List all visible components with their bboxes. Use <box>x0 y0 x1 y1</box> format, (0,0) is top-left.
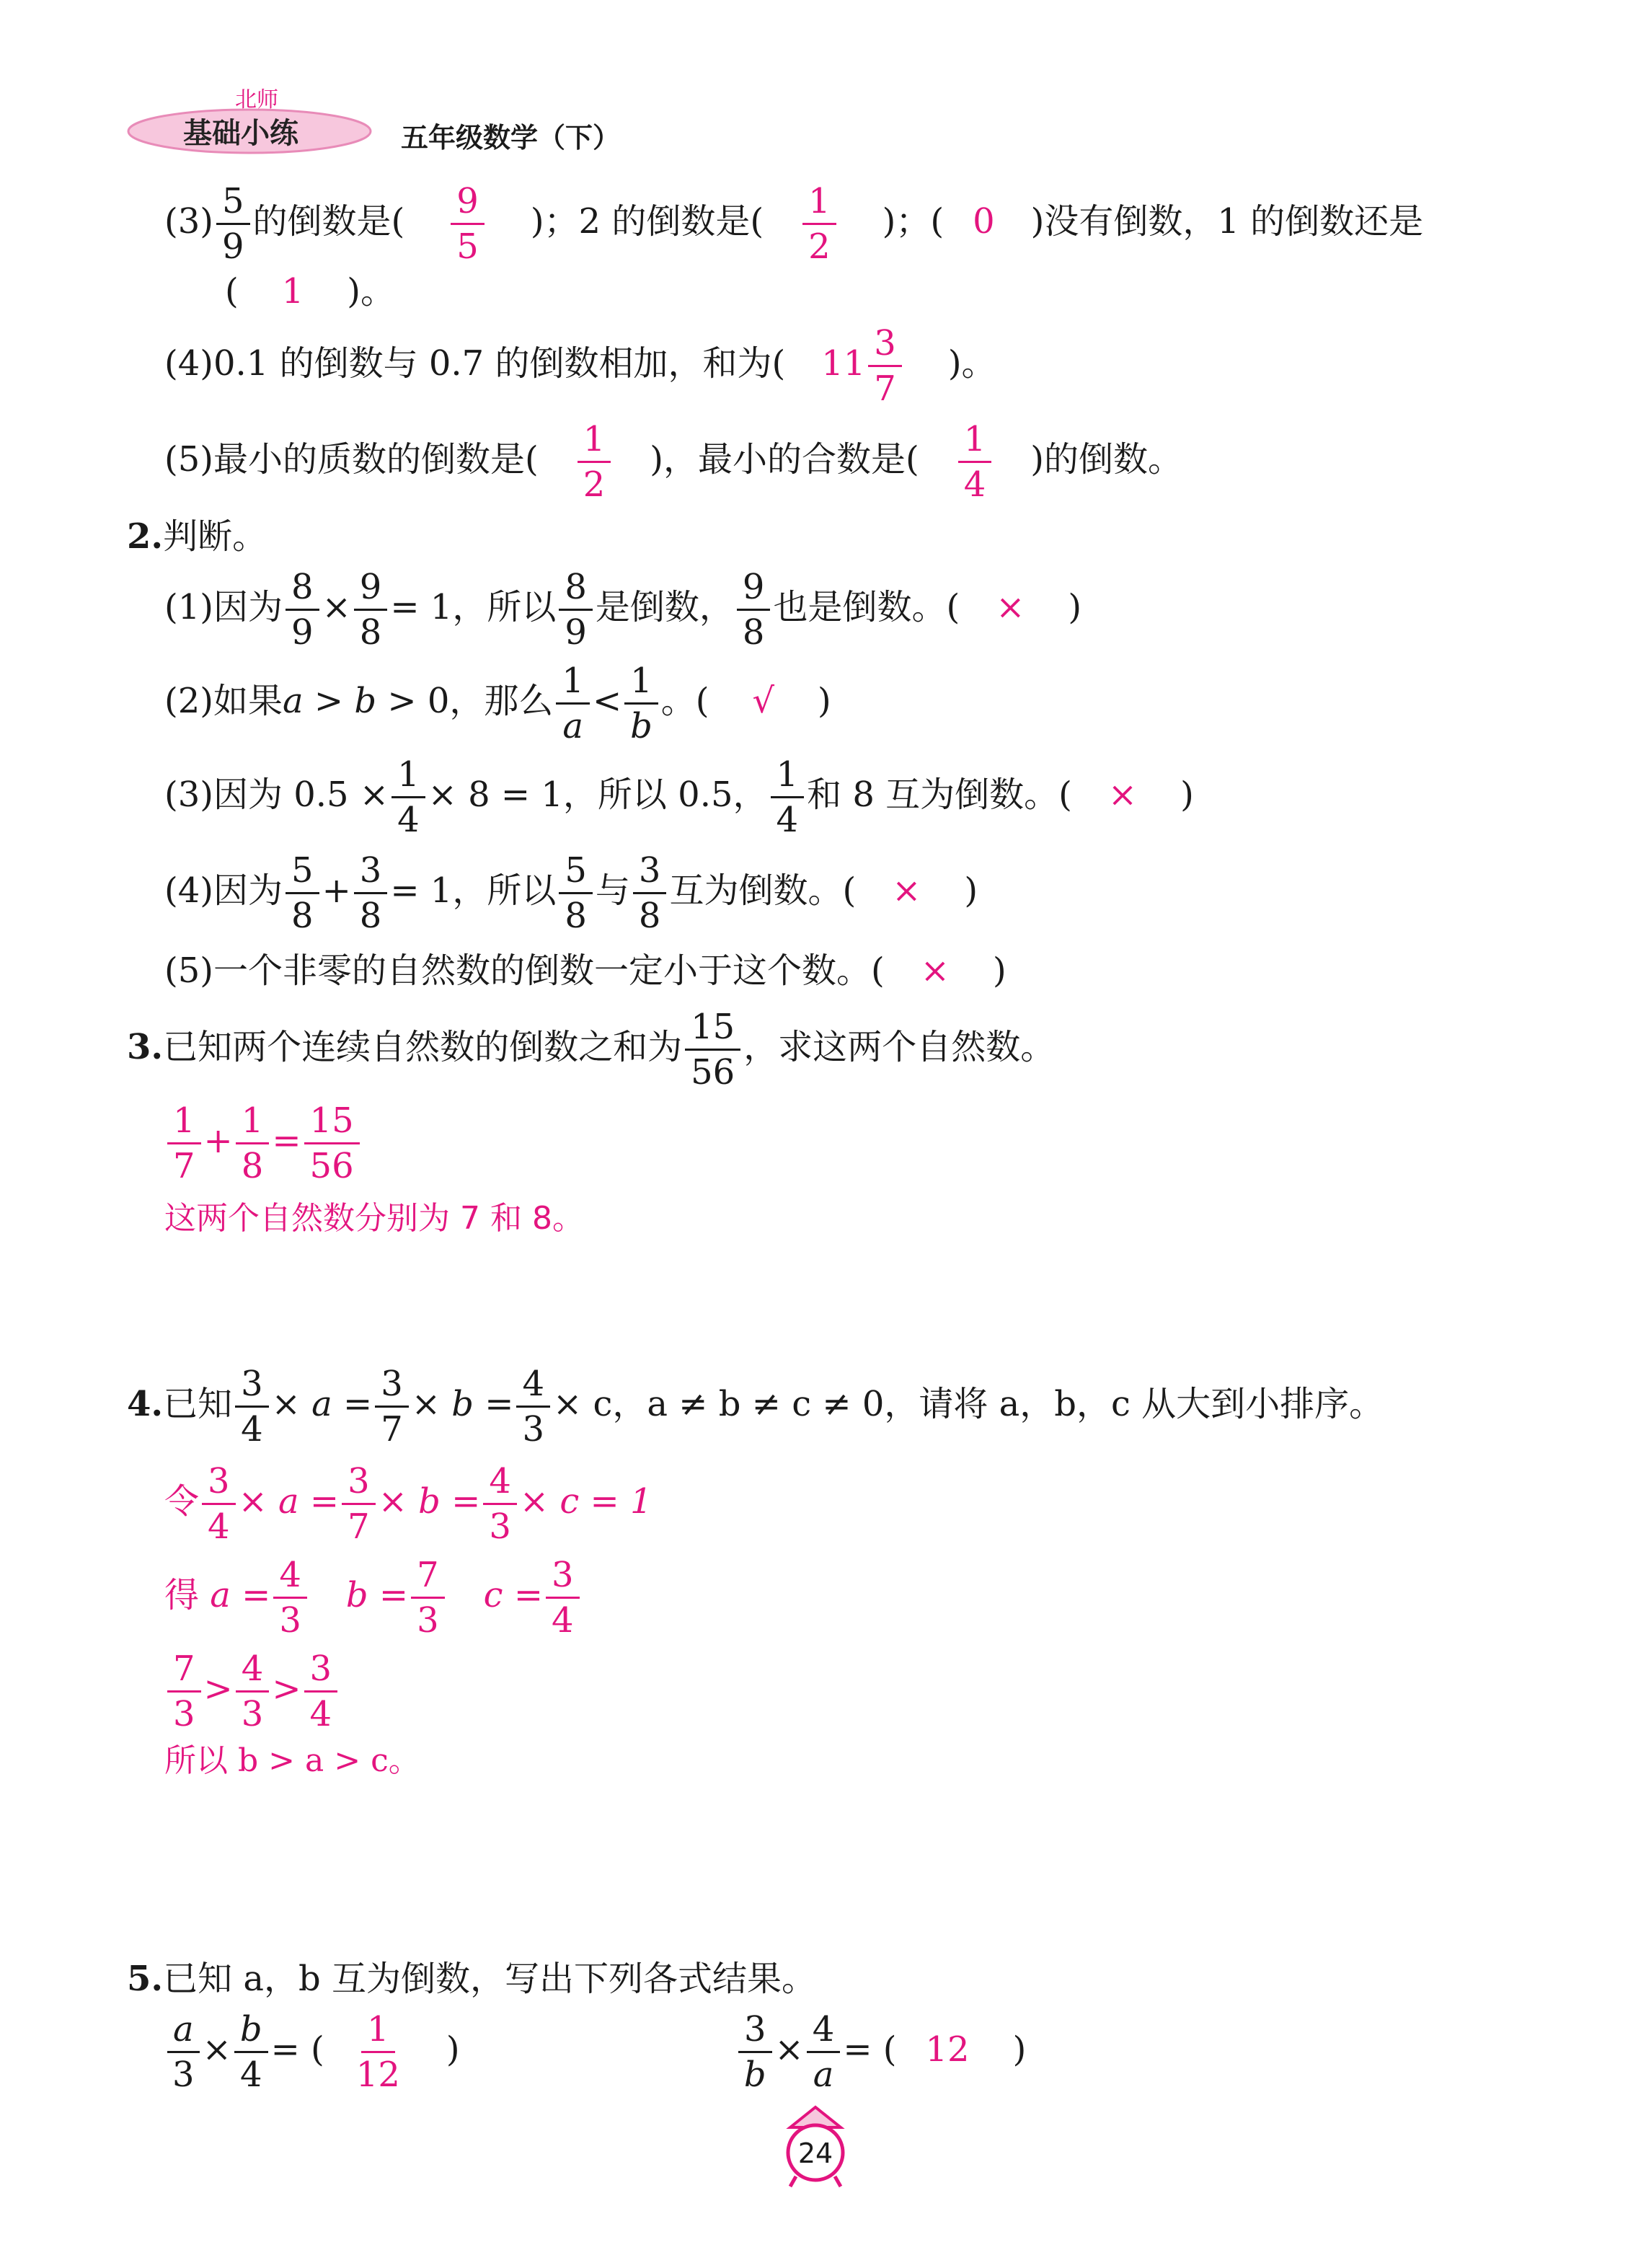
text-segment: ) <box>1068 587 1082 627</box>
text-segment: )；( <box>882 201 944 242</box>
answer: 11 <box>821 343 866 384</box>
q1-part5 <box>164 419 1183 505</box>
page-number: 24 <box>797 2137 833 2169</box>
fraction <box>559 850 593 936</box>
fraction <box>216 181 250 267</box>
text-segment: × <box>202 2029 231 2070</box>
fraction <box>546 1555 580 1641</box>
fraction-denominator: 8 <box>742 612 765 653</box>
fraction-denominator: 9 <box>565 612 587 653</box>
fraction-numerator: 5 <box>216 184 250 225</box>
q4-question <box>127 1364 1384 1450</box>
fraction-numerator: 9 <box>451 184 485 225</box>
fraction-denominator: b <box>630 706 652 746</box>
answer: 1 <box>281 271 304 312</box>
fraction-numerator: 4 <box>273 1558 307 1599</box>
fraction-numerator: 3 <box>375 1367 409 1408</box>
fraction-numerator: 3 <box>202 1464 236 1505</box>
text-segment: 因为 <box>213 870 283 911</box>
fraction-numerator: 5 <box>559 853 593 894</box>
fraction-numerator: 3 <box>354 853 388 894</box>
fraction-numerator: 8 <box>286 570 319 611</box>
fraction-denominator: 4 <box>397 800 420 840</box>
fraction-numerator: 3 <box>633 853 667 894</box>
page-number-badge <box>769 2099 862 2192</box>
text-segment: 令 <box>164 1481 200 1522</box>
text-segment: × a = <box>271 1384 373 1424</box>
fraction-denominator: 8 <box>565 896 587 936</box>
fraction <box>556 663 590 744</box>
q2-part1 <box>164 567 1082 653</box>
q5-expression2 <box>735 2009 1027 2095</box>
fraction-numerator: a <box>167 2012 200 2053</box>
text-segment: )的倒数。 <box>1030 439 1183 480</box>
fraction <box>354 567 388 653</box>
fraction-denominator: 7 <box>381 1409 403 1450</box>
fraction-denominator: 3 <box>279 1600 301 1641</box>
fraction <box>391 754 425 840</box>
fraction <box>685 1007 740 1093</box>
fraction-denominator: 56 <box>309 1146 354 1186</box>
fraction-numerator: 3 <box>342 1464 376 1505</box>
text-segment: × a = <box>238 1481 340 1522</box>
fraction-numerator: 1 <box>624 663 658 705</box>
text-segment: 得 <box>164 1575 200 1615</box>
fraction-numerator: 3 <box>738 2012 772 2053</box>
fraction-numerator: 3 <box>235 1367 269 1408</box>
q3-answer-text: 这两个自然数分别为 7 和 8。 <box>164 1200 584 1237</box>
fraction <box>342 1461 376 1547</box>
fraction-numerator: 7 <box>411 1558 445 1599</box>
answer-mark: × <box>1107 775 1138 815</box>
fraction-denominator: 8 <box>241 1146 264 1186</box>
fraction-numerator: 3 <box>868 326 902 367</box>
fraction-denominator: 3 <box>489 1506 511 1547</box>
fraction-numerator: 1 <box>802 184 836 225</box>
fraction-denominator: 56 <box>691 1052 735 1093</box>
text-segment: (3) <box>164 201 213 242</box>
text-segment: (3) <box>164 775 213 815</box>
fraction-numerator: 7 <box>167 1651 201 1693</box>
fraction-numerator: 9 <box>737 570 771 611</box>
fraction-numerator: 1 <box>391 757 425 798</box>
text-segment: b = <box>345 1575 409 1615</box>
fraction-denominator: 9 <box>291 612 314 653</box>
fraction-denominator: 4 <box>552 1600 574 1641</box>
fraction <box>375 1364 409 1450</box>
answer-mark: × <box>996 587 1025 627</box>
fraction <box>234 2009 268 2095</box>
answer: 0 <box>973 201 995 242</box>
text-segment: ) <box>446 2029 460 2070</box>
fraction-denominator: 3 <box>522 1409 545 1450</box>
fraction <box>236 1100 270 1186</box>
answer <box>355 2009 400 2095</box>
fraction-denominator: a <box>813 2055 834 2095</box>
text-segment: 因为 <box>213 587 283 627</box>
fraction <box>167 2009 200 2095</box>
answer <box>802 181 836 267</box>
fraction <box>167 1100 201 1186</box>
fraction-numerator: 3 <box>546 1558 580 1599</box>
q5-question <box>127 1959 816 1999</box>
series-logo <box>127 79 386 159</box>
logo-main-text: 基础小练 <box>183 117 298 150</box>
text-segment: × b = <box>411 1384 514 1424</box>
fraction <box>516 1364 550 1450</box>
text-segment: 已知 a，b 互为倒数，写出下列各式结果。 <box>163 1959 816 1999</box>
fraction-denominator: 8 <box>291 896 314 936</box>
text-segment: = <box>272 1121 301 1161</box>
answer: 12 <box>925 2029 970 2070</box>
fraction-numerator: 4 <box>483 1464 517 1505</box>
fraction-numerator: 1 <box>361 2012 395 2053</box>
fraction-numerator: 8 <box>559 570 593 611</box>
fraction-denominator: 8 <box>638 896 661 936</box>
book-title: 五年级数学（下） <box>401 122 621 154</box>
text-segment: 和 8 互为倒数。( <box>807 775 1072 815</box>
fraction-denominator: 3 <box>241 1694 264 1734</box>
text-segment: 的倒数是( <box>252 201 405 242</box>
fraction <box>167 1649 201 1734</box>
fraction <box>273 1555 307 1641</box>
answer <box>451 181 485 267</box>
text-segment: 最小的质数的倒数是( <box>213 439 539 480</box>
q3-question <box>127 1007 1056 1093</box>
text-segment: c = <box>483 1575 544 1615</box>
fraction-numerator: 3 <box>304 1651 338 1693</box>
fraction-numerator: 5 <box>286 853 319 894</box>
text-segment: 3. <box>127 1027 164 1067</box>
text-segment: = ( <box>843 2029 897 2070</box>
fraction-denominator: a <box>562 706 583 746</box>
text-segment: (1) <box>164 587 213 627</box>
fraction <box>411 1555 445 1641</box>
logo-top-text: 北师 <box>235 87 278 112</box>
fraction <box>236 1649 270 1734</box>
fraction <box>286 850 319 936</box>
fraction-denominator: 3 <box>173 1694 195 1734</box>
q2-part4 <box>164 850 978 936</box>
text-segment: 是倒数， <box>595 587 734 627</box>
fraction-denominator: 7 <box>348 1506 370 1547</box>
q4-answer-step3 <box>164 1649 340 1734</box>
text-segment: ) <box>1012 2029 1027 2070</box>
fraction-numerator: 15 <box>685 1010 740 1051</box>
fraction <box>771 754 805 840</box>
fraction-numerator: 1 <box>771 757 805 798</box>
fraction <box>483 1461 517 1547</box>
text-segment: > <box>303 681 355 721</box>
fraction <box>633 850 667 936</box>
fraction-numerator: 4 <box>236 1651 270 1693</box>
answer-mark: √ <box>752 681 775 721</box>
q3-answer-equation <box>164 1100 363 1186</box>
fraction-denominator: 8 <box>359 612 382 653</box>
text-segment: > 0，那么 <box>376 681 554 721</box>
fraction-numerator: 1 <box>556 663 590 705</box>
fraction-denominator: 3 <box>172 2055 195 2095</box>
fraction-denominator: 4 <box>963 464 986 505</box>
text-segment: )；2 的倒数是( <box>530 201 764 242</box>
fraction <box>235 1364 269 1450</box>
text-segment: + <box>203 1121 233 1161</box>
text-segment: 已知 <box>163 1384 233 1424</box>
text-segment: 已知两个连续自然数的倒数之和为 <box>163 1027 683 1067</box>
fraction-denominator: 7 <box>173 1146 195 1186</box>
text-segment: )。 <box>947 343 996 384</box>
text-segment: (2) <box>164 681 213 721</box>
answer <box>958 419 992 505</box>
text-segment: × c = 1 <box>519 1481 652 1522</box>
fraction <box>807 2009 841 2095</box>
q4-answer-step2 <box>164 1555 583 1641</box>
text-segment: ) <box>1180 775 1194 815</box>
text-segment: 与 <box>595 870 630 911</box>
text-segment: 互为倒数。( <box>669 870 857 911</box>
text-segment: (4) <box>164 343 213 384</box>
text-segment: 一个非零的自然数的倒数一定小于这个数。( <box>213 950 885 991</box>
fraction <box>738 2009 772 2095</box>
fraction-denominator: 4 <box>241 1409 263 1450</box>
fraction <box>737 567 771 653</box>
text-segment: a = <box>210 1575 271 1615</box>
fraction-denominator: 2 <box>808 226 831 267</box>
q2-part5 <box>164 950 1007 991</box>
text-segment: < <box>592 681 622 721</box>
text-segment: ( <box>225 271 239 312</box>
fraction-denominator: 4 <box>239 2055 262 2095</box>
text-segment: × <box>322 587 351 627</box>
text-segment: = 1，所以 <box>390 870 557 911</box>
fraction <box>286 567 319 653</box>
text-segment: ) <box>964 870 978 911</box>
q2-part2 <box>164 663 831 744</box>
text-segment: 判断。 <box>163 516 267 557</box>
fraction-denominator: 8 <box>359 896 382 936</box>
text-segment: 0.1 的倒数与 0.7 的倒数相加，和为( <box>213 343 786 384</box>
fraction <box>354 850 388 936</box>
fraction-denominator: 9 <box>222 226 244 267</box>
fraction-denominator: 5 <box>456 226 479 267</box>
text-segment: )没有倒数，1 的倒数还是 <box>1030 201 1424 242</box>
answer-mark: × <box>892 870 921 911</box>
text-segment: × b = <box>378 1481 481 1522</box>
text-segment: (4) <box>164 870 213 911</box>
text-segment: 。( <box>660 681 709 721</box>
text-segment: ，求这两个自然数。 <box>743 1027 1056 1067</box>
text-segment: 也是倒数。( <box>773 587 960 627</box>
fraction <box>304 1649 338 1734</box>
text-segment: + <box>322 870 351 911</box>
fraction-numerator: 1 <box>958 422 992 463</box>
text-segment: = 1，所以 <box>390 587 557 627</box>
fraction-denominator: 4 <box>776 800 799 840</box>
q2-heading <box>127 516 267 557</box>
text-segment: 4. <box>127 1384 164 1424</box>
text-segment: )，最小的合数是( <box>650 439 919 480</box>
q1-part4 <box>164 323 996 409</box>
fraction <box>624 663 658 744</box>
answer-mark: × <box>920 950 950 991</box>
text-segment: × c，a ≠ b ≠ c ≠ 0，请将 a，b，c 从大到小排序。 <box>553 1384 1384 1424</box>
text-segment: b <box>354 681 377 721</box>
text-segment: 因为 0.5 × <box>213 775 389 815</box>
q5-expression1 <box>164 2009 460 2095</box>
text-segment: a <box>283 681 304 721</box>
fraction-numerator: 1 <box>167 1103 201 1144</box>
text-segment: × <box>774 2029 804 2070</box>
q4-answer-conclusion: 所以 b > a > c。 <box>164 1742 420 1779</box>
fraction-denominator: 4 <box>309 1694 332 1734</box>
fraction-numerator: 1 <box>578 422 611 463</box>
fraction-numerator: 1 <box>236 1103 270 1144</box>
text-segment: )。 <box>347 271 396 312</box>
text-segment: (5) <box>164 950 213 991</box>
fraction-numerator: 15 <box>304 1103 360 1144</box>
fraction-numerator: 4 <box>516 1367 550 1408</box>
text-segment: = ( <box>270 2029 324 2070</box>
q1-part3-line2 <box>225 271 396 312</box>
fraction <box>559 567 593 653</box>
fraction-denominator: 4 <box>208 1506 230 1547</box>
text-segment: (5) <box>164 439 213 480</box>
fraction-denominator: b <box>743 2055 766 2095</box>
q1-part3-line1 <box>164 181 1424 267</box>
fraction-denominator: 2 <box>583 464 606 505</box>
q2-part3 <box>164 754 1194 840</box>
answer <box>578 419 611 505</box>
text-segment: 如果 <box>213 681 283 721</box>
answer <box>868 323 902 409</box>
fraction-numerator: 4 <box>807 2012 841 2053</box>
fraction-denominator: 3 <box>417 1600 439 1641</box>
fraction-denominator: 7 <box>874 369 896 409</box>
fraction <box>202 1461 236 1547</box>
text-segment: 5. <box>127 1959 164 1999</box>
fraction-numerator: 9 <box>354 570 388 611</box>
text-segment: > <box>272 1669 301 1709</box>
fraction-denominator: 12 <box>355 2055 400 2095</box>
text-segment: > <box>203 1669 233 1709</box>
text-segment: 2. <box>127 516 164 557</box>
text-segment: × 8 = 1，所以 0.5， <box>428 775 768 815</box>
text-segment: ) <box>818 681 831 721</box>
q4-answer-step1 <box>164 1461 652 1547</box>
fraction <box>304 1100 360 1186</box>
text-segment: ) <box>992 950 1007 991</box>
fraction-numerator: b <box>234 2012 268 2053</box>
